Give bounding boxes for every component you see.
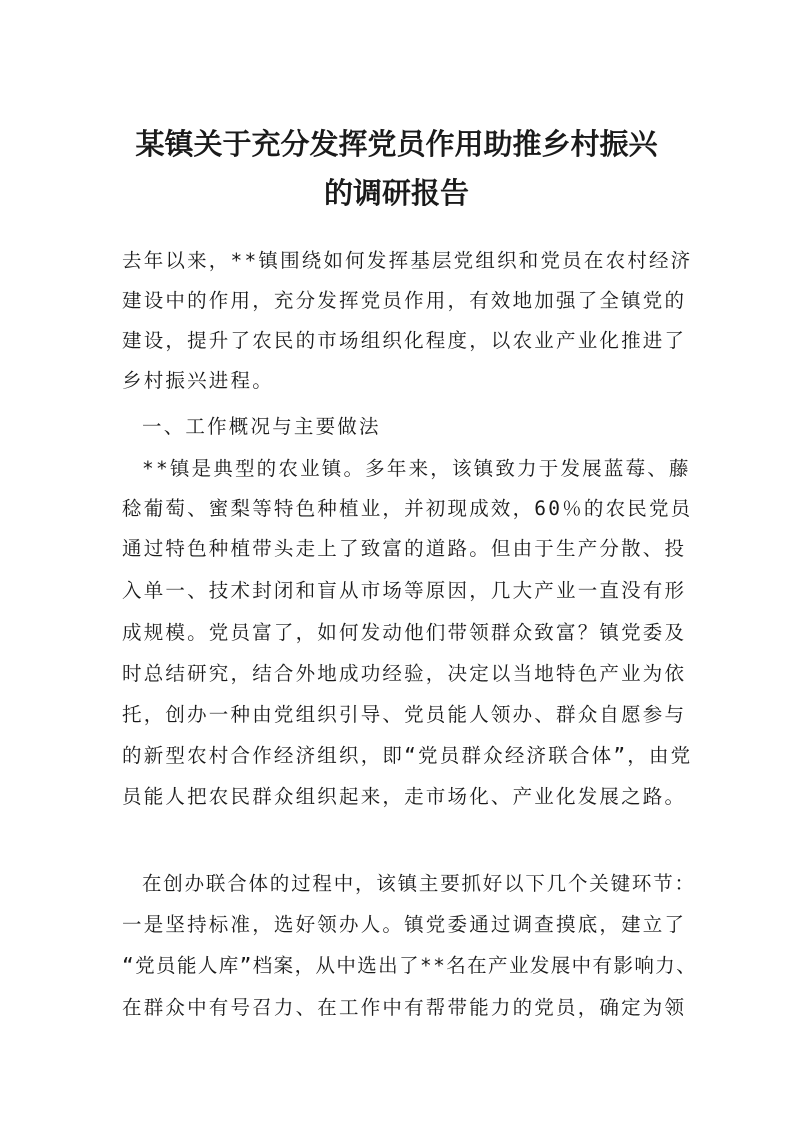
paragraph-line: 在创办联合体的过程中，该镇主要抓好以下几个关键环节： <box>142 872 696 895</box>
paragraph-line: 稔葡萄、蜜梨等特色种植业，并初现成效，60％的农民党员 <box>122 497 693 520</box>
paragraph-line: 通过特色种植带头走上了致富的道路。但由于生产分散、投 <box>122 537 687 560</box>
paragraph-line: 员能人把农民群众组织起来，走市场化、产业化发展之路。 <box>122 785 687 808</box>
paragraph-line: 建设中的作用，充分发挥党员作用，有效地加强了全镇党的 <box>122 289 687 312</box>
paragraph-line: “党员能人库”档案，从中选出了**名在产业发展中有影响力、 <box>122 954 698 977</box>
section-heading: 一、工作概况与主要做法 <box>142 415 381 438</box>
document-title-line-2: 的调研报告 <box>323 176 469 210</box>
paragraph-line: 建设，提升了农民的市场组织化程度，以农业产业化推进了 <box>122 329 687 352</box>
paragraph-line: 托，创办一种由党组织引导、党员能人领办、群众自愿参与 <box>122 703 687 726</box>
paragraph-line: 的新型农村合作经济组织，即“党员群众经济联合体”，由党 <box>122 744 693 767</box>
paragraph-line: 去年以来，**镇围绕如何发挥基层党组织和党员在农村经济 <box>122 249 693 272</box>
paragraph-line: **镇是典型的农业镇。多年来，该镇致力于发展蓝莓、藤 <box>142 457 691 480</box>
document-title-line-1: 某镇关于充分发挥党员作用助推乡村振兴 <box>135 127 658 161</box>
paragraph-line: 一是坚持标准，选好领办人。镇党委通过调查摸底，建立了 <box>122 913 687 936</box>
paragraph-line: 时总结研究，结合外地成功经验，决定以当地特色产业为依 <box>122 662 687 685</box>
paragraph-line: 乡村振兴进程。 <box>122 369 274 392</box>
paragraph-line: 成规模。党员富了，如何发动他们带领群众致富？镇党委及 <box>122 621 687 644</box>
paragraph-line: 入单一、技术封闭和盲从市场等原因，几大产业一直没有形 <box>122 579 687 602</box>
paragraph-line: 在群众中有号召力、在工作中有帮带能力的党员，确定为领 <box>122 996 687 1019</box>
